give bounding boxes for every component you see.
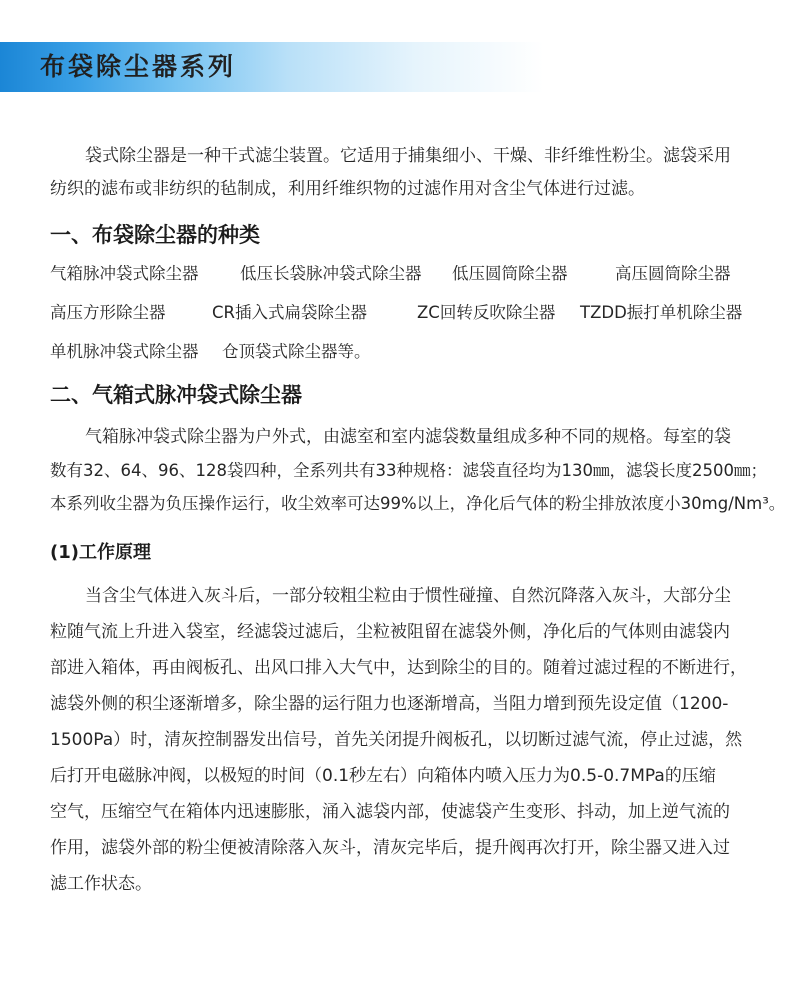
principle-line: 当含尘气体进入灰斗后，一部分较粗尘粒由于惯性碰撞、自然沉降落入灰斗，大部分尘	[85, 586, 731, 606]
types-row	[50, 335, 750, 368]
types-row	[50, 296, 750, 329]
page-title: 布袋除尘器系列	[40, 52, 237, 81]
intro-paragraph	[50, 140, 750, 206]
subsection-heading-principle: (1)工作原理	[50, 542, 151, 563]
principle-line: 后打开电磁脉冲阀，以极短的时间（0.1秒左右）向箱体内喷入压力为0.5-0.7MPa的压缩	[50, 766, 716, 786]
principle-line: 滤工作状态。	[50, 874, 152, 894]
section-heading-types: 一、布袋除尘器的种类	[50, 223, 260, 247]
principle-line: 空气，压缩空气在箱体内迅速膨胀，涌入滤袋内部，使滤袋产生变形、抖动，加上逆气流的	[50, 802, 730, 822]
principle-line: 1500Pa）时，清灰控制器发出信号，首先关闭提升阀板孔，以切断过滤气流，停止过滤，然	[50, 730, 743, 750]
principle-line: 作用，滤袋外部的粉尘便被清除落入灰斗，清灰完毕后，提升阀再次打开，除尘器又进入过	[50, 838, 730, 858]
type-item: 单机脉冲袋式除尘器	[50, 342, 199, 361]
pulse-paragraph	[50, 421, 786, 520]
intro-line: 袋式除尘器是一种干式滤尘装置。它适用于捕集细小、干燥、非纤维性粉尘。滤袋采用	[85, 146, 731, 166]
type-item: TZDD振打单机除尘器	[580, 303, 743, 322]
pulse-line: 数有32、64、96、128袋四种，全系列共有33种规格：滤袋直径均为130㎜，滤袋长度2500㎜；	[50, 461, 767, 480]
type-item: 仓顶袋式除尘器等。	[222, 342, 371, 361]
principle-paragraph	[50, 578, 750, 902]
type-item: 高压圆筒除尘器	[615, 264, 731, 283]
types-row	[50, 257, 750, 290]
type-item: 高压方形除尘器	[50, 303, 166, 322]
type-item: 低压圆筒除尘器	[452, 264, 568, 283]
type-item: 低压长袋脉冲袋式除尘器	[240, 264, 422, 283]
principle-line: 粒随气流上升进入袋室，经滤袋过滤后，尘粒被阻留在滤袋外侧，净化后的气体则由滤袋内	[50, 622, 730, 642]
intro-line: 纺织的滤布或非纺织的毡制成，利用纤维织物的过滤作用对含尘气体进行过滤。	[50, 179, 645, 199]
type-item: 气箱脉冲袋式除尘器	[50, 264, 199, 283]
title-banner	[0, 42, 800, 92]
section-heading-pulse: 二、气箱式脉冲袋式除尘器	[50, 383, 302, 407]
principle-line: 滤袋外侧的积尘逐渐增多，除尘器的运行阻力也逐渐增高，当阻力增到预先设定值（1200-	[50, 694, 729, 714]
principle-line: 部进入箱体，再由阀板孔、出风口排入大气中，达到除尘的目的。随着过滤过程的不断进行，	[50, 658, 747, 678]
type-item: ZC回转反吹除尘器	[417, 303, 556, 322]
pulse-line: 气箱脉冲袋式除尘器为户外式，由滤室和室内滤袋数量组成多种不同的规格。每室的袋	[85, 427, 731, 447]
pulse-line: 本系列收尘器为负压操作运行，收尘效率可达99%以上，净化后气体的粉尘排放浓度小30mg/Nm³。	[50, 494, 786, 513]
type-item: CR插入式扁袋除尘器	[212, 303, 367, 322]
